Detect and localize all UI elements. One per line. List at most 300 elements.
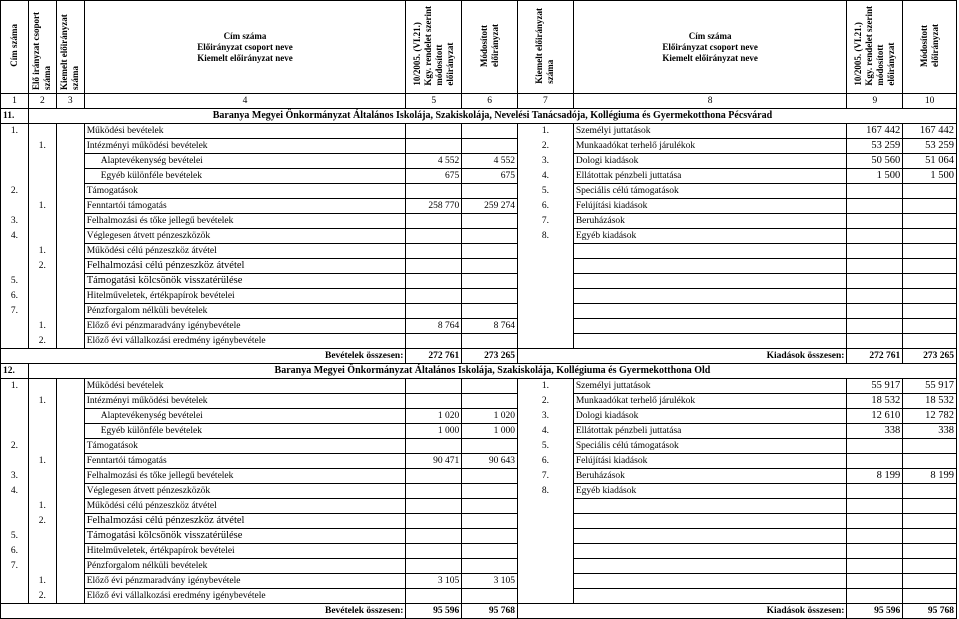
section-number: 11. <box>1 109 29 124</box>
expense-modified <box>903 334 957 349</box>
income-original <box>406 244 462 259</box>
totals-row <box>1 604 957 619</box>
expense-name <box>573 319 847 334</box>
income-modified <box>462 484 518 499</box>
expense-name: Felújítási kiadások <box>573 199 847 214</box>
expense-original <box>847 484 903 499</box>
expense-total-original: 272 761 <box>847 349 903 364</box>
income-name: Támogatások <box>84 439 406 454</box>
col-number: 9 <box>847 94 903 109</box>
expense-original <box>847 439 903 454</box>
table-row <box>1 169 957 184</box>
subgroup-number <box>28 529 56 544</box>
group-number <box>1 334 29 349</box>
income-name: Működési célú pénzeszköz átvétel <box>84 499 406 514</box>
income-modified: 1 000 <box>462 424 518 439</box>
expense-total-modified: 95 768 <box>903 604 957 619</box>
expense-number <box>518 544 574 559</box>
expense-name <box>573 559 847 574</box>
item-number <box>56 244 84 259</box>
expense-name: Ellátottak pénzbeli juttatása <box>573 169 847 184</box>
income-original: 3 105 <box>406 574 462 589</box>
table-row <box>1 139 957 154</box>
expense-modified: 12 782 <box>903 409 957 424</box>
income-original <box>406 544 462 559</box>
income-name: Egyéb különféle bevételek <box>84 424 406 439</box>
expense-modified <box>903 259 957 274</box>
income-total-label: Bevételek összesen: <box>1 349 406 364</box>
item-number <box>56 169 84 184</box>
expense-original <box>847 184 903 199</box>
income-original <box>406 334 462 349</box>
expense-name <box>573 334 847 349</box>
income-modified: 3 105 <box>462 574 518 589</box>
expense-modified <box>903 244 957 259</box>
income-modified <box>462 559 518 574</box>
income-name: Támogatási kölcsönök visszatérülése <box>84 274 406 289</box>
item-number <box>56 514 84 529</box>
group-number <box>1 199 29 214</box>
income-name: Felhalmozási célú pénzeszköz átvétel <box>84 514 406 529</box>
income-modified <box>462 244 518 259</box>
income-original <box>406 484 462 499</box>
table-row <box>1 319 957 334</box>
expense-number <box>518 244 574 259</box>
table-row <box>1 229 957 244</box>
income-name: Előző évi vállalkozási eredmény igénybevétele <box>84 589 406 604</box>
expense-number: 8. <box>518 229 574 244</box>
header-modositott-left: Módosított előirányzat <box>462 1 518 94</box>
income-name: Támogatások <box>84 184 406 199</box>
table-row <box>1 199 957 214</box>
income-name: Hitelműveletek, értékpapírok bevételei <box>84 544 406 559</box>
group-number <box>1 499 29 514</box>
subgroup-number: 1. <box>28 499 56 514</box>
income-modified: 675 <box>462 169 518 184</box>
expense-number <box>518 289 574 304</box>
subgroup-number <box>28 544 56 559</box>
income-modified <box>462 514 518 529</box>
expense-name: Felújítási kiadások <box>573 454 847 469</box>
income-total-modified: 273 265 <box>462 349 518 364</box>
table-row <box>1 274 957 289</box>
expense-name: Ellátottak pénzbeli juttatása <box>573 424 847 439</box>
income-name: Működési bevételek <box>84 379 406 394</box>
income-name: Véglegesen átvett pénzeszközök <box>84 484 406 499</box>
income-original <box>406 469 462 484</box>
item-number <box>56 424 84 439</box>
expense-modified: 1 500 <box>903 169 957 184</box>
col-number: 2 <box>28 94 56 109</box>
header-expense-names: Cím száma Előirányzat csoport neve Kiemelt előirányzat neve <box>573 1 847 94</box>
subgroup-number: 1. <box>28 394 56 409</box>
expense-number: 6. <box>518 199 574 214</box>
totals-row <box>1 349 957 364</box>
table-row <box>1 244 957 259</box>
item-number <box>56 469 84 484</box>
expense-modified <box>903 529 957 544</box>
expense-number <box>518 559 574 574</box>
subgroup-number <box>28 169 56 184</box>
income-name: Pénzforgalom nélküli bevételek <box>84 559 406 574</box>
income-original <box>406 214 462 229</box>
expense-original: 55 917 <box>847 379 903 394</box>
income-modified <box>462 394 518 409</box>
group-number <box>1 589 29 604</box>
expense-modified <box>903 274 957 289</box>
income-modified <box>462 589 518 604</box>
expense-name <box>573 244 847 259</box>
header-row <box>1 1 957 94</box>
income-name: Fenntartói támogatás <box>84 199 406 214</box>
income-name: Támogatási kölcsönök visszatérülése <box>84 529 406 544</box>
income-modified <box>462 214 518 229</box>
income-modified: 90 643 <box>462 454 518 469</box>
income-original <box>406 304 462 319</box>
expense-modified <box>903 484 957 499</box>
expense-number: 2. <box>518 394 574 409</box>
income-name: Felhalmozási és tőke jellegű bevételek <box>84 469 406 484</box>
group-number: 7. <box>1 559 29 574</box>
expense-original <box>847 289 903 304</box>
income-modified <box>462 439 518 454</box>
table-row <box>1 439 957 454</box>
expense-original <box>847 274 903 289</box>
item-number <box>56 289 84 304</box>
table-row <box>1 154 957 169</box>
expense-number <box>518 319 574 334</box>
item-number <box>56 559 84 574</box>
expense-number <box>518 499 574 514</box>
expense-number: 7. <box>518 469 574 484</box>
income-modified <box>462 274 518 289</box>
expense-original <box>847 454 903 469</box>
expense-original <box>847 514 903 529</box>
expense-number: 3. <box>518 409 574 424</box>
income-modified <box>462 544 518 559</box>
group-number <box>1 244 29 259</box>
expense-total-label: Kiadások összesen: <box>518 604 847 619</box>
table-row <box>1 529 957 544</box>
expense-original: 12 610 <box>847 409 903 424</box>
expense-number <box>518 334 574 349</box>
income-modified: 1 020 <box>462 409 518 424</box>
expense-name: Dologi kiadások <box>573 154 847 169</box>
income-modified: 4 552 <box>462 154 518 169</box>
income-name: Véglegesen átvett pénzeszközök <box>84 229 406 244</box>
expense-modified <box>903 589 957 604</box>
expense-original: 53 259 <box>847 139 903 154</box>
income-name: Fenntartói támogatás <box>84 454 406 469</box>
expense-original <box>847 199 903 214</box>
section-header-row <box>1 364 957 379</box>
income-original: 4 552 <box>406 154 462 169</box>
group-number: 1. <box>1 379 29 394</box>
income-name: Működési célú pénzeszköz átvétel <box>84 244 406 259</box>
expense-modified: 338 <box>903 424 957 439</box>
expense-number: 5. <box>518 184 574 199</box>
expense-original <box>847 214 903 229</box>
expense-name <box>573 259 847 274</box>
income-modified <box>462 184 518 199</box>
income-name: Előző évi pénzmaradvány igénybevétele <box>84 319 406 334</box>
expense-total-original: 95 596 <box>847 604 903 619</box>
income-original <box>406 559 462 574</box>
expense-name: Munkaadókat terhelő járulékok <box>573 394 847 409</box>
header-modositott-right: Módosított előirányzat <box>903 1 957 94</box>
income-name: Működési bevételek <box>84 124 406 139</box>
expense-number: 2. <box>518 139 574 154</box>
income-modified: 259 274 <box>462 199 518 214</box>
income-total-original: 95 596 <box>406 604 462 619</box>
income-name: Előző évi vállalkozási eredmény igénybevétele <box>84 334 406 349</box>
income-modified <box>462 334 518 349</box>
subgroup-number: 1. <box>28 574 56 589</box>
table-row <box>1 304 957 319</box>
item-number <box>56 529 84 544</box>
income-original <box>406 529 462 544</box>
col-number: 4 <box>84 94 406 109</box>
table-row <box>1 514 957 529</box>
income-modified <box>462 259 518 274</box>
income-original: 90 471 <box>406 454 462 469</box>
group-number <box>1 319 29 334</box>
expense-number: 3. <box>518 154 574 169</box>
expense-name <box>573 514 847 529</box>
subgroup-number <box>28 229 56 244</box>
expense-name: Személyi juttatások <box>573 379 847 394</box>
expense-original: 338 <box>847 424 903 439</box>
expense-number <box>518 514 574 529</box>
group-number: 5. <box>1 529 29 544</box>
header-income-names: Cím száma Előirányzat csoport neve Kiemelt előirányzat neve <box>84 1 406 94</box>
subgroup-number <box>28 379 56 394</box>
expense-modified <box>903 289 957 304</box>
table-row <box>1 484 957 499</box>
table-row <box>1 574 957 589</box>
income-original <box>406 229 462 244</box>
subgroup-number <box>28 304 56 319</box>
group-number <box>1 154 29 169</box>
expense-number <box>518 529 574 544</box>
income-modified <box>462 289 518 304</box>
expense-original <box>847 559 903 574</box>
item-number <box>56 154 84 169</box>
expense-number <box>518 589 574 604</box>
income-original <box>406 499 462 514</box>
group-number <box>1 514 29 529</box>
income-original <box>406 139 462 154</box>
group-number: 2. <box>1 439 29 454</box>
expense-name <box>573 499 847 514</box>
expense-modified <box>903 559 957 574</box>
group-number: 1. <box>1 124 29 139</box>
income-name: Egyéb különféle bevételek <box>84 169 406 184</box>
expense-modified: 51 064 <box>903 154 957 169</box>
expense-modified <box>903 544 957 559</box>
expense-number: 4. <box>518 424 574 439</box>
subgroup-number <box>28 214 56 229</box>
group-number: 3. <box>1 469 29 484</box>
expense-name: Speciális célú támogatások <box>573 439 847 454</box>
income-original: 1 020 <box>406 409 462 424</box>
income-modified: 8 764 <box>462 319 518 334</box>
expense-modified <box>903 214 957 229</box>
expense-name: Beruházások <box>573 469 847 484</box>
subgroup-number: 1. <box>28 199 56 214</box>
income-original <box>406 259 462 274</box>
income-original <box>406 184 462 199</box>
subgroup-number <box>28 124 56 139</box>
item-number <box>56 409 84 424</box>
expense-name <box>573 544 847 559</box>
table-row <box>1 394 957 409</box>
subgroup-number <box>28 469 56 484</box>
expense-total-modified: 273 265 <box>903 349 957 364</box>
subgroup-number <box>28 409 56 424</box>
income-original: 1 000 <box>406 424 462 439</box>
item-number <box>56 259 84 274</box>
expense-number <box>518 304 574 319</box>
section-title: Baranya Megyei Önkormányzat Általános Iskolája, Szakiskolája, Nevelési Tanácsadója, Kollégiuma és Gyermekotthona Pécsvárad <box>28 109 956 124</box>
col-number: 3 <box>56 94 84 109</box>
table-row <box>1 469 957 484</box>
income-name: Előző évi pénzmaradvány igénybevétele <box>84 574 406 589</box>
expense-modified: 55 917 <box>903 379 957 394</box>
expense-original: 50 560 <box>847 154 903 169</box>
expense-name: Személyi juttatások <box>573 124 847 139</box>
header-rendelet-eloiranyzat-right: 10/2005. (VI.21.) Kgy. rendelet szerint módosított előirányzat <box>847 1 903 94</box>
income-name: Intézményi működési bevételek <box>84 394 406 409</box>
income-modified <box>462 379 518 394</box>
table-row <box>1 589 957 604</box>
header-cim-szama: Cím száma <box>1 1 29 94</box>
expense-number: 8. <box>518 484 574 499</box>
income-modified <box>462 499 518 514</box>
income-modified <box>462 529 518 544</box>
group-number: 2. <box>1 184 29 199</box>
expense-original: 18 532 <box>847 394 903 409</box>
expense-modified <box>903 229 957 244</box>
table-row <box>1 124 957 139</box>
subgroup-number <box>28 559 56 574</box>
group-number <box>1 454 29 469</box>
item-number <box>56 334 84 349</box>
column-number-row <box>1 94 957 109</box>
table-row <box>1 184 957 199</box>
subgroup-number <box>28 184 56 199</box>
table-row <box>1 214 957 229</box>
item-number <box>56 274 84 289</box>
expense-original <box>847 319 903 334</box>
item-number <box>56 229 84 244</box>
group-number: 4. <box>1 229 29 244</box>
item-number <box>56 454 84 469</box>
table-row <box>1 454 957 469</box>
income-name: Intézményi működési bevételek <box>84 139 406 154</box>
expense-number: 1. <box>518 379 574 394</box>
expense-number: 6. <box>518 454 574 469</box>
expense-number: 5. <box>518 439 574 454</box>
expense-original <box>847 589 903 604</box>
item-number <box>56 184 84 199</box>
expense-original <box>847 529 903 544</box>
expense-name: Munkaadókat terhelő járulékok <box>573 139 847 154</box>
expense-modified <box>903 439 957 454</box>
income-original <box>406 124 462 139</box>
group-number: 6. <box>1 289 29 304</box>
income-original <box>406 439 462 454</box>
item-number <box>56 379 84 394</box>
expense-modified <box>903 199 957 214</box>
expense-modified <box>903 499 957 514</box>
group-number: 5. <box>1 274 29 289</box>
item-number <box>56 574 84 589</box>
expense-modified <box>903 574 957 589</box>
subgroup-number: 2. <box>28 514 56 529</box>
col-number: 7 <box>518 94 574 109</box>
expense-name: Egyéb kiadások <box>573 484 847 499</box>
income-name: Felhalmozási célú pénzeszköz átvétel <box>84 259 406 274</box>
subgroup-number: 1. <box>28 454 56 469</box>
expense-original <box>847 229 903 244</box>
table-row <box>1 409 957 424</box>
table-row <box>1 379 957 394</box>
expense-original <box>847 259 903 274</box>
group-number <box>1 394 29 409</box>
header-eloiranyzat-csoport-szama: Elő irányzat csoport száma <box>28 1 56 94</box>
table-row <box>1 424 957 439</box>
group-number <box>1 259 29 274</box>
header-kiemelt-eloiranyzat-szama: Kiemelt előirányzat száma <box>56 1 84 94</box>
expense-modified <box>903 454 957 469</box>
group-number <box>1 139 29 154</box>
subgroup-number: 2. <box>28 334 56 349</box>
income-original <box>406 394 462 409</box>
expense-modified <box>903 514 957 529</box>
subgroup-number: 2. <box>28 259 56 274</box>
expense-number <box>518 259 574 274</box>
group-number <box>1 409 29 424</box>
expense-name <box>573 589 847 604</box>
expense-name: Speciális célú támogatások <box>573 184 847 199</box>
expense-name: Egyéb kiadások <box>573 229 847 244</box>
subgroup-number <box>28 154 56 169</box>
expense-original: 1 500 <box>847 169 903 184</box>
income-original: 675 <box>406 169 462 184</box>
item-number <box>56 544 84 559</box>
expense-number <box>518 274 574 289</box>
col-number: 8 <box>573 94 847 109</box>
section-title: Baranya Megyei Önkormányzat Általános Iskolája, Szakiskolája, Kollégiuma és Gyermekotthona Old <box>28 364 956 379</box>
income-original <box>406 589 462 604</box>
expense-original <box>847 574 903 589</box>
expense-number: 1. <box>518 124 574 139</box>
expense-original <box>847 499 903 514</box>
item-number <box>56 394 84 409</box>
income-name: Alaptevékenység bevételei <box>84 409 406 424</box>
income-original: 8 764 <box>406 319 462 334</box>
expense-name <box>573 289 847 304</box>
expense-name <box>573 304 847 319</box>
income-modified <box>462 124 518 139</box>
expense-original <box>847 244 903 259</box>
item-number <box>56 199 84 214</box>
table-row <box>1 334 957 349</box>
expense-original: 8 199 <box>847 469 903 484</box>
group-number <box>1 169 29 184</box>
subgroup-number: 2. <box>28 589 56 604</box>
